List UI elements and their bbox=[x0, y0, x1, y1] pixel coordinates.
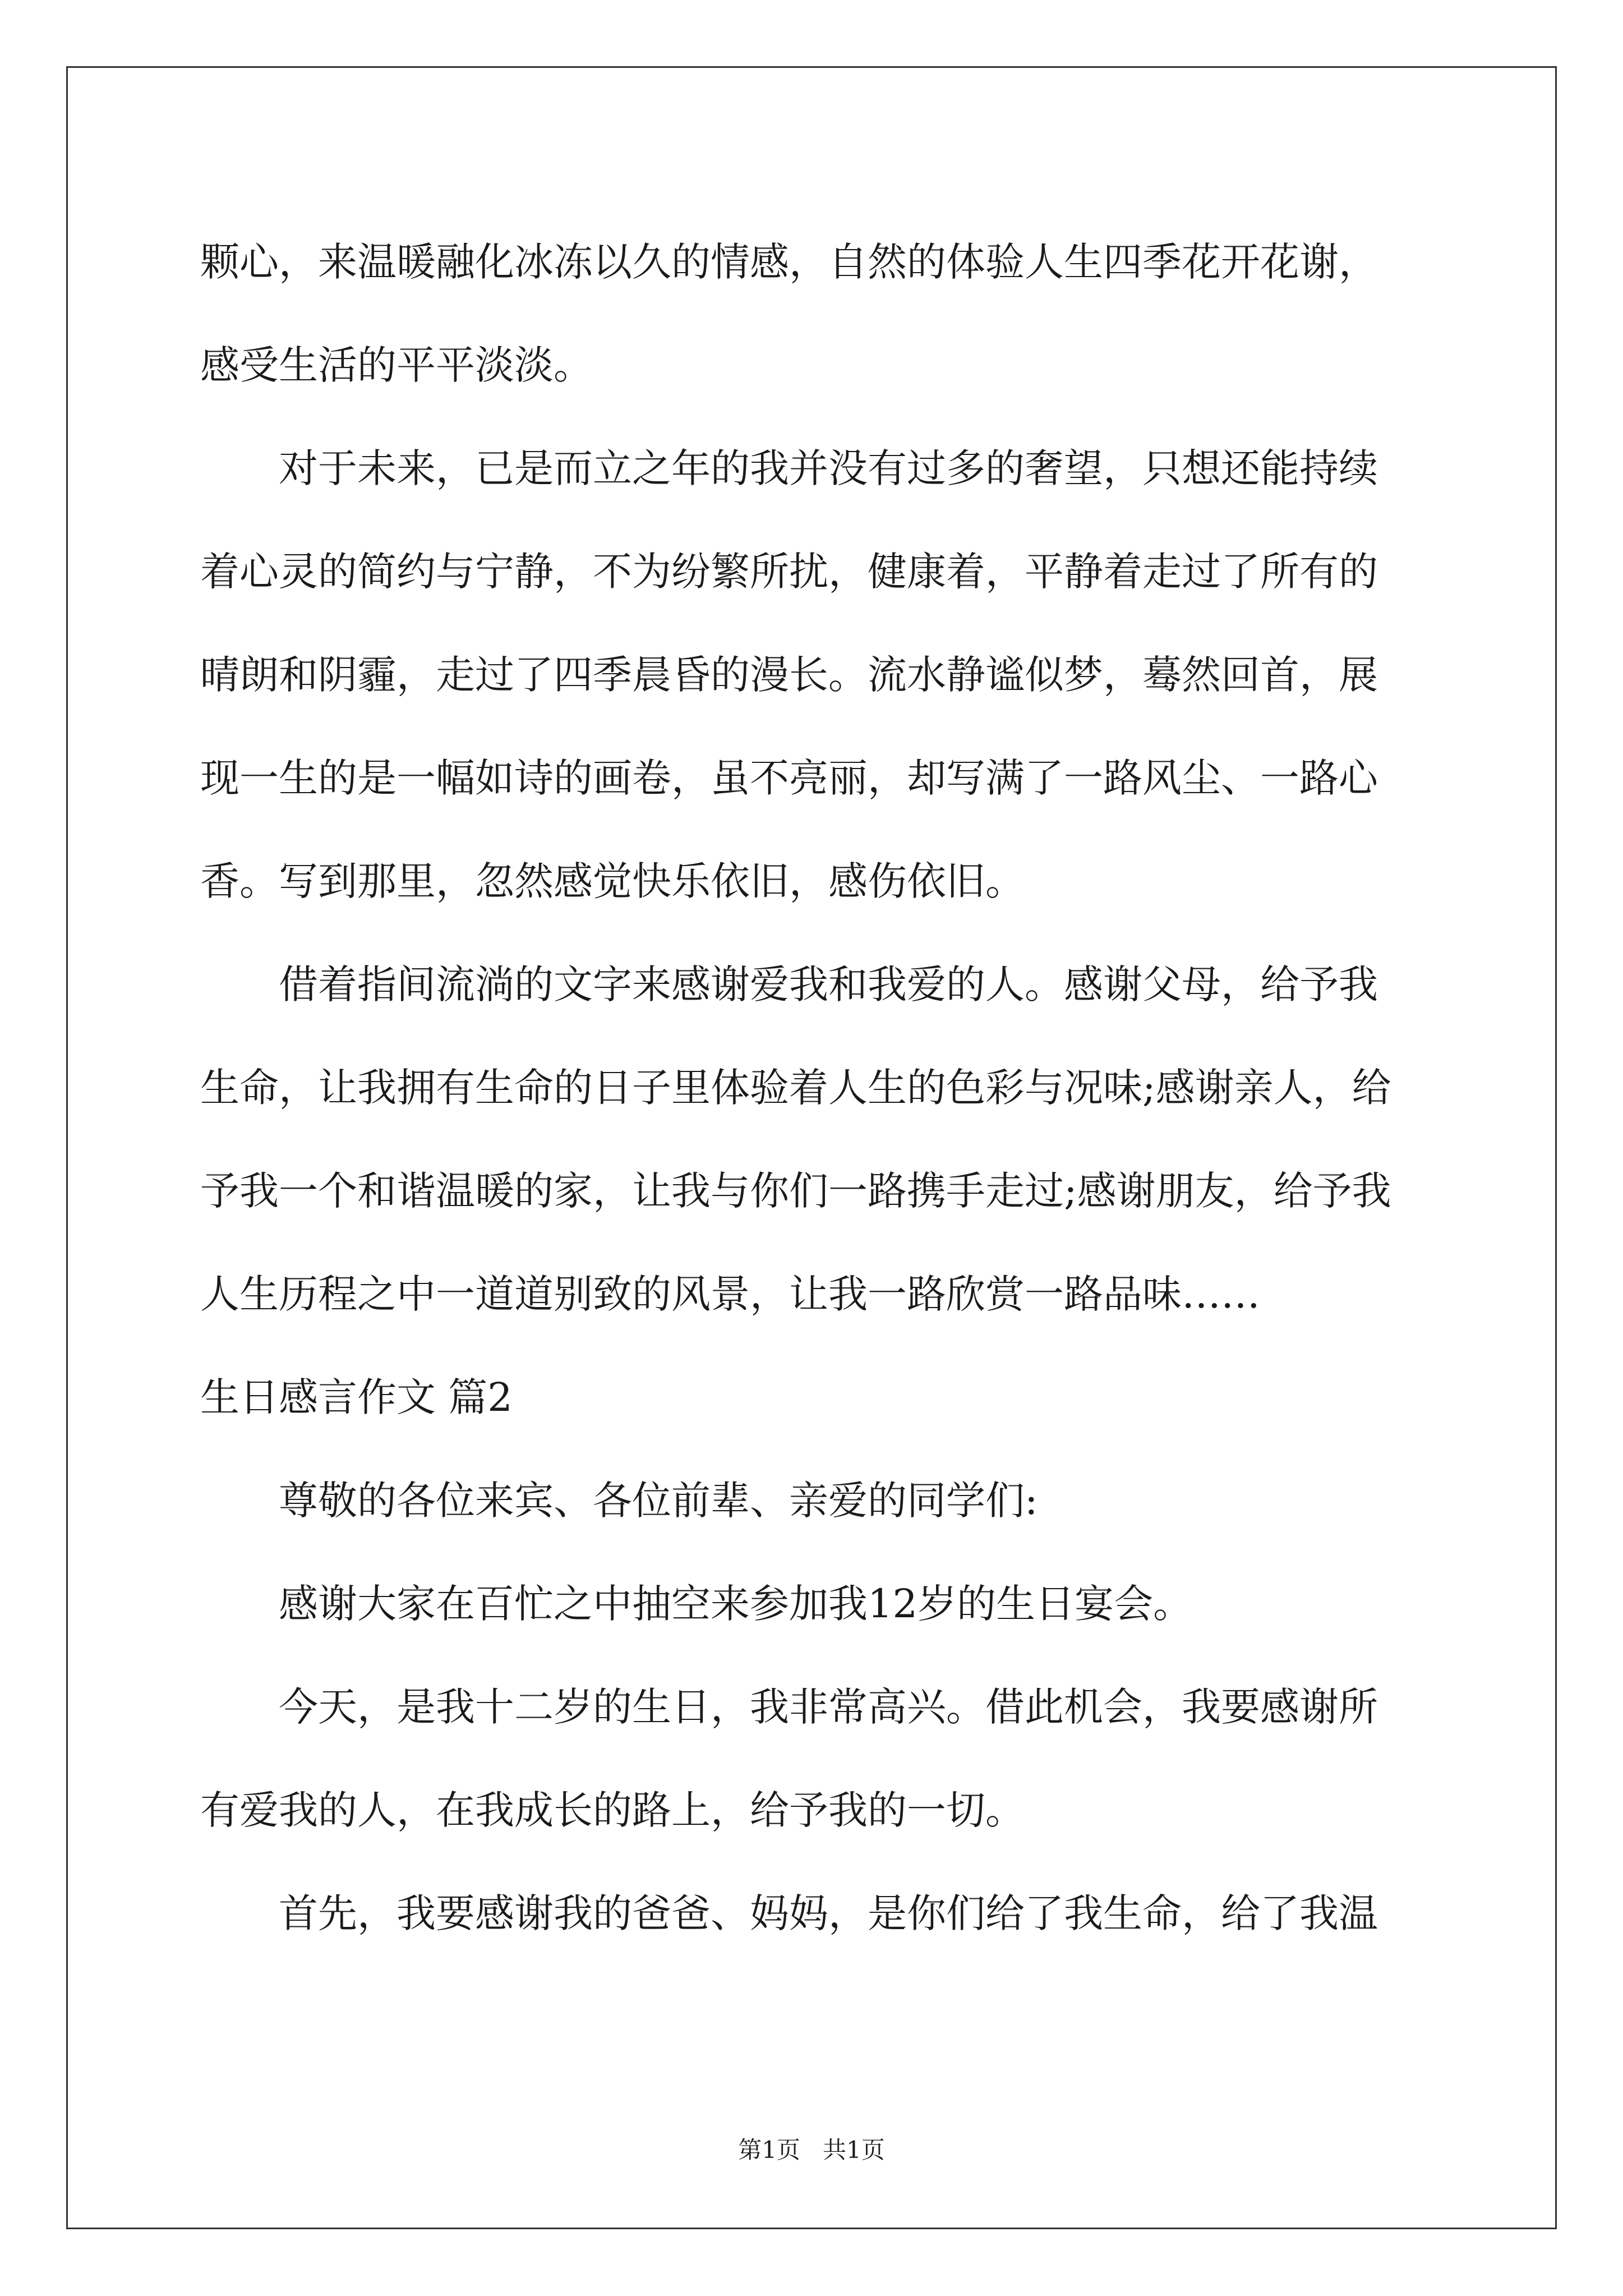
paragraph-start-line: 感谢大家在百忙之中抽空来参加我12岁的生日宴会。 bbox=[279, 1581, 1193, 1627]
text-line: 现一生的是一幅如诗的画卷，虽不亮丽，却写满了一路风尘、一路心 bbox=[200, 755, 1378, 801]
salutation-line: 尊敬的各位来宾、各位前辈、亲爱的同学们: bbox=[279, 1478, 1038, 1524]
page-count: 共1页 bbox=[823, 2136, 885, 2164]
paragraph-start-line: 首先，我要感谢我的爸爸、妈妈，是你们给了我生命，给了我温 bbox=[279, 1890, 1378, 1936]
text-line: 有爱我的人，在我成长的路上，给予我的一切。 bbox=[200, 1787, 1025, 1833]
paragraph-start-line: 对于未来，已是而立之年的我并没有过多的奢望，只想还能持续 bbox=[279, 445, 1378, 491]
text-line: 人生历程之中一道道别致的风景，让我一路欣赏一路品味…… bbox=[200, 1271, 1260, 1317]
text-line: 着心灵的简约与宁静，不为纷繁所扰，健康着，平静着走过了所有的 bbox=[200, 549, 1378, 595]
page-footer bbox=[0, 2132, 1623, 2165]
document-body bbox=[200, 210, 1428, 1965]
page-number: 第1页 bbox=[738, 2136, 800, 2164]
text-line: 感受生活的平平淡淡。 bbox=[200, 342, 593, 388]
paragraph-start-line: 借着指间流淌的文字来感谢爱我和我爱的人。感谢父母，给予我 bbox=[279, 961, 1378, 1007]
text-line: 香。写到那里，忽然感觉快乐依旧，感伤依旧。 bbox=[200, 858, 1025, 904]
paragraph-start-line: 今天，是我十二岁的生日，我非常高兴。借此机会，我要感谢所 bbox=[279, 1684, 1378, 1730]
section-heading: 生日感言作文 篇2 bbox=[200, 1374, 513, 1420]
text-line: 颗心，来温暖融化冰冻以久的情感，自然的体验人生四季花开花谢， bbox=[200, 239, 1378, 285]
text-line: 予我一个和谐温暖的家，让我与你们一路携手走过;感谢朋友，给予我 bbox=[200, 1168, 1391, 1214]
text-line: 晴朗和阴霾，走过了四季晨昏的漫长。流水静谧似梦，蓦然回首，展 bbox=[200, 652, 1378, 698]
text-line: 生命，让我拥有生命的日子里体验着人生的色彩与况味;感谢亲人，给 bbox=[200, 1065, 1391, 1111]
